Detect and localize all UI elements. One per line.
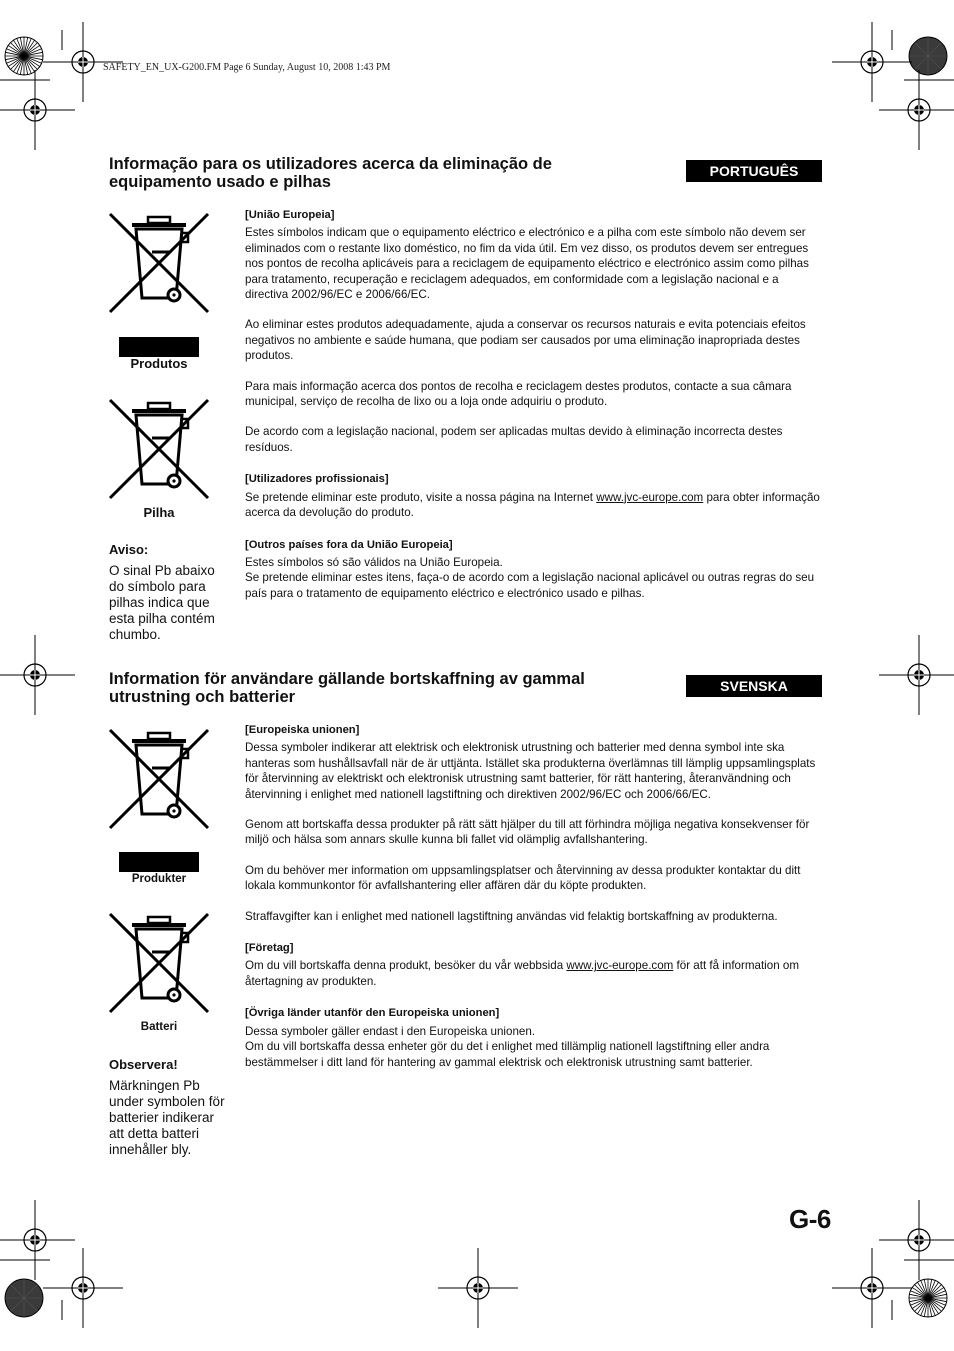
starburst-mark-icon bbox=[909, 1279, 947, 1317]
note-text: O sinal Pb abaixo do símbolo para pilhas indica que esta pilha contém chumbo. bbox=[109, 563, 215, 642]
text: för att få information om återtagning av produkten. bbox=[245, 959, 799, 988]
crosshair-mark-icon bbox=[0, 1200, 75, 1280]
title-line: Informação para os utilizadores acerca da eliminação de bbox=[109, 155, 552, 173]
subheading: [Outros países fora da União Europeia] bbox=[245, 538, 453, 551]
label-battery: Batteri bbox=[140, 1021, 178, 1033]
note-text: Märkningen Pb under symbolen för batterier indikerar att detta batteri innehåller bly. bbox=[109, 1078, 225, 1157]
dark-disc-mark-icon bbox=[909, 37, 947, 75]
paragraph: Ao eliminar estes produtos adequadamente, ajuda a conservar os recursos naturais e evita potenciais efeitos negativos no ambiente e saúde humana, que podiam ser causados por uma eliminação inapropriada destes produtos. bbox=[245, 318, 806, 363]
body-text-pt bbox=[245, 208, 825, 601]
section-title-pt bbox=[109, 155, 669, 191]
text: para obter informação acerca da devolução do produto. bbox=[245, 490, 820, 520]
file-info-header: SAFETY_EN_UX-G200.FM Page 6 Sunday, August 10, 2008 1:43 PM bbox=[103, 62, 391, 73]
subheading: [Utilizadores profissionais] bbox=[245, 473, 389, 486]
title-line: Information för användare gällande bortskaffning av gammal bbox=[109, 670, 585, 688]
subheading: [Övriga länder utanför den Europeiska unionen] bbox=[245, 1007, 500, 1020]
paragraph: Om du behöver mer information om uppsamlingsplatser och återvinning av dessa produkter kontaktar du ditt lokala kommunkontor för avfallshantering eller affären där du köpte produkten. bbox=[245, 863, 801, 893]
paragraph: Estes símbolos só são válidos na União Europeia. bbox=[245, 555, 503, 569]
note-title: Aviso: bbox=[109, 542, 149, 557]
language-tag-pt: PORTUGUÊS bbox=[686, 160, 822, 182]
paragraph: Straffavgifter kan i enlighet med nationell lagstiftning användas vid felaktig bortskaffning av produkterna. bbox=[245, 909, 778, 923]
text: Om du vill bortskaffa denna produkt, besöker du vår webbsida bbox=[245, 959, 567, 973]
label-products: Produkter bbox=[131, 873, 187, 885]
crosshair-mark-icon bbox=[0, 70, 75, 150]
crossed-bin-battery-icon bbox=[108, 912, 212, 1016]
paragraph: Se pretende eliminar estes itens, faça-o de acordo com a legislação nacional aplicável ou outras regras do seu país para o tratamento de equipamento eléctrico e electrónico usado e pilhas. bbox=[245, 571, 815, 600]
paragraph: Para mais informação acerca dos pontos de recolha e reciclagem destes produtos, contacte a sua câmara municipal, serviço de recolha de lixo ou a loja onde adquiriu o produto. bbox=[245, 379, 792, 409]
crosshair-mark-icon bbox=[832, 22, 912, 102]
crosshair-mark-icon bbox=[438, 1248, 518, 1328]
crosshair-mark-icon bbox=[879, 635, 954, 715]
label-battery: Pilha bbox=[143, 505, 175, 520]
page-number: G-6 bbox=[789, 1204, 831, 1234]
language-tag-sv: SVENSKA bbox=[686, 675, 822, 697]
title-line: equipamento usado e pilhas bbox=[109, 173, 331, 191]
paragraph: Genom att bortskaffa dessa produkter på rätt sätt hjälper du till att förhindra möjliga negativa konsekvenser för miljö och hälsa som annars skulle kunna bli fallet vid olämplig avfallshantering. bbox=[245, 818, 810, 847]
crossed-bin-products-icon bbox=[108, 212, 212, 316]
label-products: Produtos bbox=[130, 356, 188, 371]
black-bar bbox=[119, 852, 199, 872]
paragraph: De acordo com a legislação nacional, podem ser aplicadas multas devido à eliminação incorrecta destes resíduos. bbox=[245, 425, 783, 454]
title-line: utrustning och batterier bbox=[109, 688, 296, 706]
paragraph: Dessa symboler gäller endast i den Europeiska unionen. bbox=[245, 1024, 536, 1038]
paragraph: Estes símbolos indicam que o equipamento eléctrico e electrónico e a pilha com este símbolo não devem ser eliminados com o restante lixo doméstico, no fim da vida útil. Em vez disso, os produtos devem ser entregues nos pontos de recolha aplicáveis para a reciclagem de equipamento eléctrico e electrónico assim como pilhas para tratamento, recuperação e reciclagem adequados, em conformidade com a legislação nacional e a directiva 2002/96/EC e 2006/66/EC. bbox=[245, 226, 809, 302]
note-title: Observera! bbox=[109, 1057, 178, 1072]
paragraph: Om du vill bortskaffa dessa enheter gör du det i enlighet med tillämplig nationell lagstiftning eller andra bestämmelser i ditt land för hantering av gammal elektrisk och elektronisk utrustning samt batterier. bbox=[245, 1040, 770, 1069]
crosshair-mark-icon bbox=[43, 1248, 123, 1328]
crossed-bin-products-icon bbox=[108, 728, 212, 832]
paragraph: Dessa symboler indikerar att elektrisk och elektronisk utrustning och batterier med denna symbol inte ska hanteras som hushållsavfall när de är uttjänta. Istället ska produkterna överlämnas till lämplig uppsamlingsplats för återvinning av elektriskt och elektronisk utrustning samt batterier, för rätt hantering, återanvändning och återvinning i enlighet med nationell lagstiftning och direktiven 2002/96/EC och 2006/66/EC. bbox=[245, 741, 816, 801]
crossed-bin-battery-icon bbox=[108, 398, 212, 502]
website-link[interactable]: www.jvc-europe.com bbox=[566, 959, 674, 973]
subheading: [União Europeia] bbox=[245, 209, 335, 221]
text: Se pretende eliminar este produto, visite a nossa página na Internet bbox=[245, 490, 597, 504]
section-title-sv bbox=[109, 670, 669, 706]
body-text-sv bbox=[245, 723, 825, 1070]
subheading: [Europeiska unionen] bbox=[245, 724, 360, 736]
black-bar bbox=[119, 337, 199, 357]
subheading: [Företag] bbox=[245, 942, 294, 955]
crosshair-mark-icon bbox=[879, 70, 954, 150]
starburst-mark-icon bbox=[5, 37, 43, 75]
paragraph bbox=[245, 490, 825, 521]
website-link[interactable]: www.jvc-europe.com bbox=[596, 490, 704, 504]
dark-disc-mark-icon bbox=[5, 1279, 43, 1317]
crosshair-mark-icon bbox=[832, 1248, 912, 1328]
crosshair-mark-icon bbox=[0, 635, 75, 715]
crosshair-mark-icon bbox=[879, 1200, 954, 1280]
paragraph bbox=[245, 958, 825, 989]
